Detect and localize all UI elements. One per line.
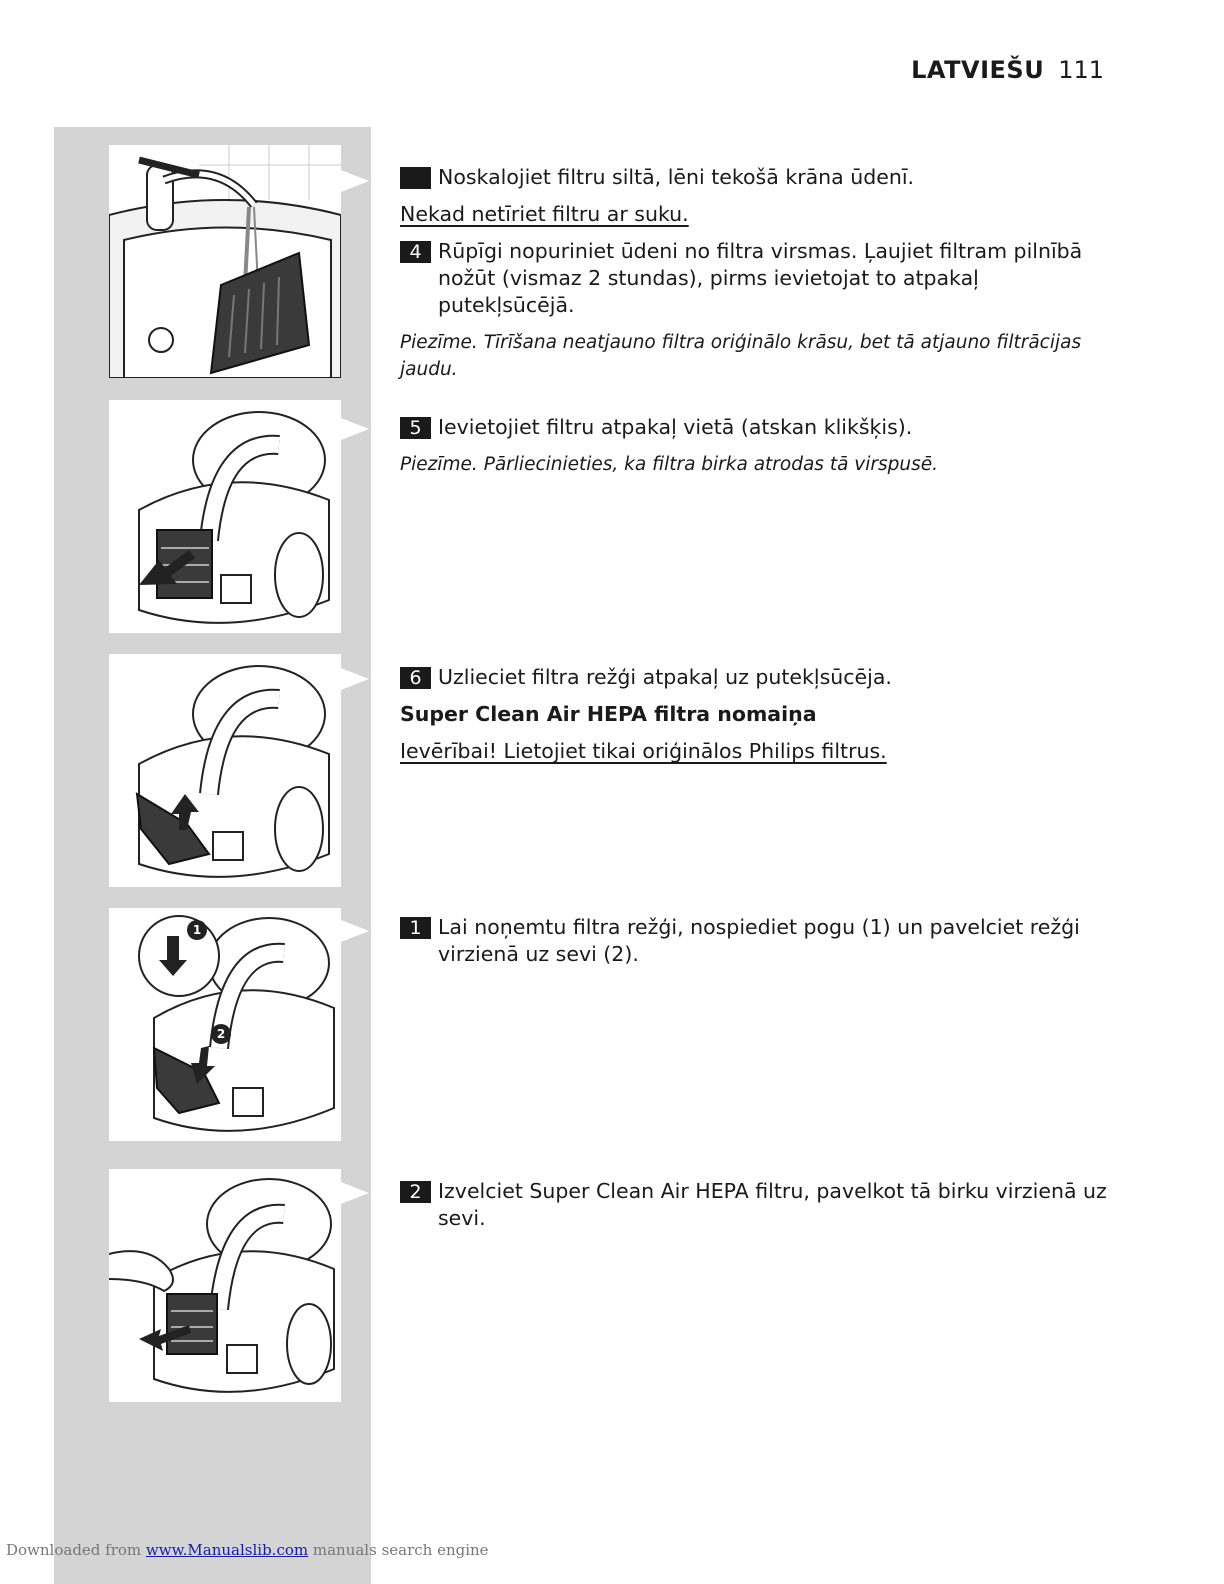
figure-pointer xyxy=(341,170,369,192)
figure-pointer xyxy=(341,920,369,942)
figure-pointer xyxy=(341,668,369,690)
section-grille xyxy=(400,664,1120,775)
figure-insert-filter xyxy=(109,400,341,633)
step-text: Izvelciet Super Clean Air HEPA filtru, pavelkot tā birku virzienā uz sevi. xyxy=(438,1179,1107,1230)
figure-rinse-filter xyxy=(109,145,341,378)
section-pull-filter xyxy=(400,1178,1120,1242)
note-text: Piezīme. Pārliecinieties, ka filtra birka atrodas tā virspusē. xyxy=(400,454,938,475)
warning-text: Nekad netīriet filtru ar suku. xyxy=(400,202,689,226)
note-text: Piezīme. Tīrīšana neatjauno filtra oriģinālo krāsu, bet tā atjauno filtrācijas jaudu. xyxy=(400,332,1082,380)
step xyxy=(400,664,1120,691)
step xyxy=(400,1178,1120,1232)
step-number: 4 xyxy=(400,241,431,263)
manualslib-link[interactable]: www.Manualslib.com xyxy=(145,1541,309,1559)
step-text: Noskalojiet filtru siltā, lēni tekošā krāna ūdenī. xyxy=(438,165,915,189)
step-text: Rūpīgi nopuriniet ūdeni no filtra virsmas. Ļaujiet filtram pilnībā nožūt (vismaz 2 stundas), pirms ievietojat to atpakaļ putekļsūcējā. xyxy=(438,239,1083,317)
footer-prefix: Downloaded from xyxy=(6,1541,146,1559)
callout-number: 1 xyxy=(192,923,202,937)
step-text: Lai noņemtu filtra režģi, nospiediet pogu (1) un pavelciet režģi virzienā uz sevi (2). xyxy=(438,915,1080,966)
figure-pointer xyxy=(341,1182,369,1204)
step-number: 5 xyxy=(400,417,431,439)
step-number: 2 xyxy=(400,1181,431,1203)
step-text: Ievietojiet filtru atpakaļ vietā (atskan klikšķis). xyxy=(438,415,913,439)
section-insert xyxy=(400,414,1120,488)
step xyxy=(400,914,1120,968)
footer-suffix: manuals search engine xyxy=(308,1541,489,1559)
step-number xyxy=(400,167,431,189)
page-number: 111 xyxy=(1058,56,1104,84)
figure-remove-grille xyxy=(109,908,341,1141)
language-label: LATVIEŠU xyxy=(911,56,1045,84)
figure-replace-grille xyxy=(109,654,341,887)
figure-pointer xyxy=(341,418,369,440)
download-footer xyxy=(6,1541,489,1559)
warning-text: Ievērībai! Lietojiet tikai oriģinālos Philips filtrus. xyxy=(400,739,887,763)
section-remove-grille xyxy=(400,914,1120,978)
step-text: Uzlieciet filtra režģi atpakaļ uz putekļsūcēja. xyxy=(438,665,892,689)
step xyxy=(400,414,1120,441)
step-number: 1 xyxy=(400,917,431,939)
section-heading: Super Clean Air HEPA filtra nomaiņa xyxy=(400,702,817,726)
figure-pull-hepa-filter xyxy=(109,1169,341,1402)
callout-number: 2 xyxy=(216,1027,226,1041)
step-number: 6 xyxy=(400,667,431,689)
page-header xyxy=(911,56,1104,84)
section-rinse xyxy=(400,164,1120,393)
step xyxy=(400,164,1120,191)
step xyxy=(400,238,1120,319)
